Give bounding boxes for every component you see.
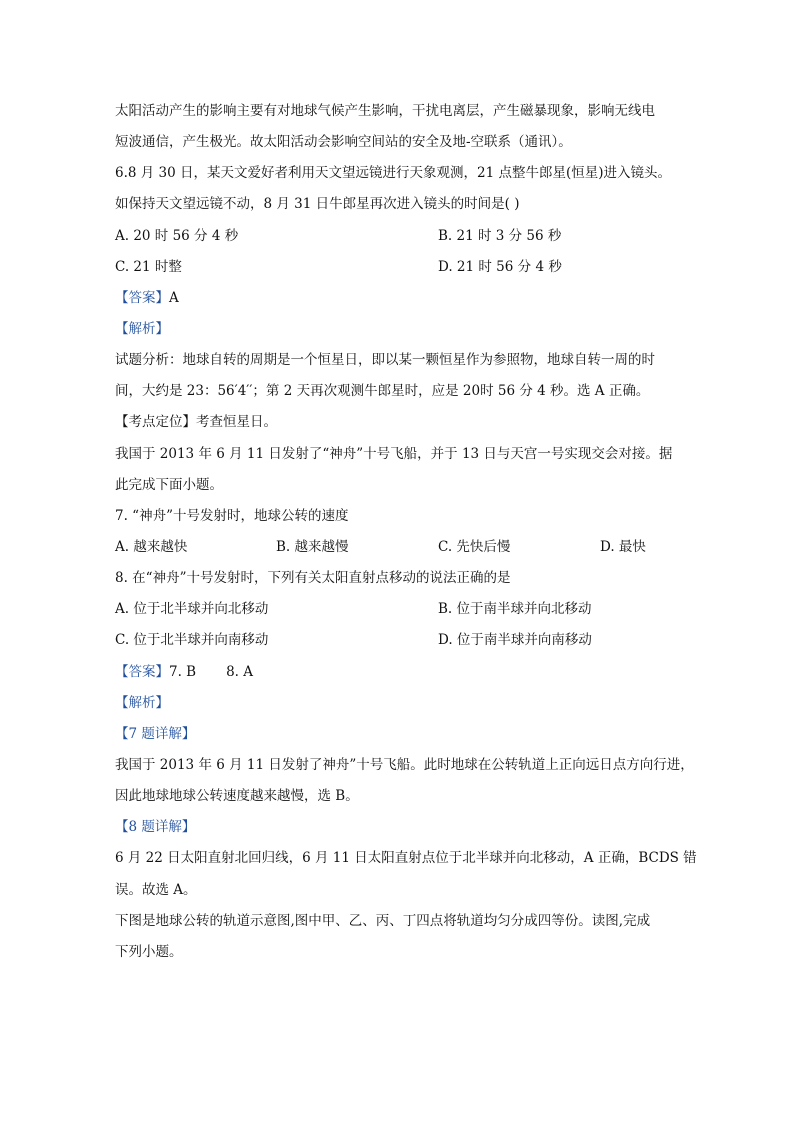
group78-answer xyxy=(115,662,253,682)
answer-7: 7. B xyxy=(169,664,197,680)
q7-option-d: D. 最快 xyxy=(600,539,646,555)
q8-stem: 8. 在“神舟”十号发射时，下列有关太阳直射点移动的说法正确的是 xyxy=(115,570,511,586)
q6-option-c: C. 21 时整 xyxy=(115,259,182,275)
q7-option-c: C. 先快后慢 xyxy=(438,539,511,555)
point-label: 【考点定位】 xyxy=(115,414,196,430)
q7-option-b: B. 越来越慢 xyxy=(276,539,349,555)
q6-stem-line-2: 如保持天文望远镜不动，8 月 31 日牛郎星再次进入镜头的时间是( ) xyxy=(115,196,520,212)
q6-option-b: B. 21 时 3 分 56 秒 xyxy=(438,228,562,244)
q6-analysis-line-2: 间，大约是 23：56′4′′；第 2 天再次观测牛郎星时，应是 20时 56 分 4 秒。选 A 正确。 xyxy=(115,383,650,399)
q8-option-b: B. 位于南半球并向北移动 xyxy=(438,601,592,617)
q8-option-d: D. 位于南半球并向南移动 xyxy=(438,632,592,648)
q6-stem-line-1: 6.8 月 30 日，某天文爱好者利用天文望远镜进行天象观测，21 点整牛郎星(恒星)进入镜头。 xyxy=(115,165,672,181)
q7-stem: 7. “神舟”十号发射时，地球公转的速度 xyxy=(115,508,349,524)
q6-point xyxy=(115,412,277,432)
intro-line-1: 太阳活动产生的影响主要有对地球气候产生影响，干扰电离层，产生磁暴现象，影响无线电 xyxy=(115,103,655,119)
group78-intro-line-2: 此完成下面小题。 xyxy=(115,477,223,493)
q8-option-c: C. 位于北半球并向南移动 xyxy=(115,632,269,648)
intro-line-2: 短波通信，产生极光。故太阳活动会影响空间站的安全及地-空联系（通讯）。 xyxy=(115,134,572,150)
answer-8: 8. A xyxy=(226,664,254,680)
next-intro-line-2: 下列小题。 xyxy=(115,944,183,960)
answer-value: A xyxy=(169,290,179,306)
next-intro-line-1: 下图是地球公转的轨道示意图,图中甲、乙、丙、丁四点将轨道均匀分成四等份。读图,完成 xyxy=(115,913,651,929)
group78-intro-line-1: 我国于 2013 年 6 月 11 日发射了“神舟”十号飞船，并于 13 日与天宫一号实现交会对接。据 xyxy=(115,446,673,462)
q6-option-a: A. 20 时 56 分 4 秒 xyxy=(115,228,239,244)
q7-option-a: A. 越来越快 xyxy=(115,539,188,555)
q6-answer xyxy=(115,288,179,308)
q6-analysis-line-1: 试题分析：地球自转的周期是一个恒星日，即以某一颗恒星作为参照物，地球自转一周的时 xyxy=(115,352,655,368)
q8-detail-line-1: 6 月 22 日太阳直射北回归线，6 月 11 日太阳直射点位于北半球并向北移动，A 正确，BCDS 错 xyxy=(115,850,697,866)
q7-detail-line-1: 我国于 2013 年 6 月 11 日发射了神舟”十号飞船。此时地球在公转轨道上正向远日点方向行进， xyxy=(115,757,694,773)
q8-detail-line-2: 误。故选 A。 xyxy=(115,882,197,898)
q8-detail-label: 【8 题详解】 xyxy=(115,819,196,835)
q7-detail-label: 【7 题详解】 xyxy=(115,726,196,742)
point-text: 考查恒星日。 xyxy=(196,414,277,430)
q6-option-d: D. 21 时 56 分 4 秒 xyxy=(438,259,562,275)
answer-label: 【答案】 xyxy=(115,664,169,680)
group78-analysis-label: 【解析】 xyxy=(115,695,169,711)
q8-option-a: A. 位于北半球并向北移动 xyxy=(115,601,269,617)
q7-detail-line-2: 因此地球地球公转速度越来越慢，选 B。 xyxy=(115,788,359,804)
answer-label: 【答案】 xyxy=(115,290,169,306)
q6-analysis-label: 【解析】 xyxy=(115,321,169,337)
